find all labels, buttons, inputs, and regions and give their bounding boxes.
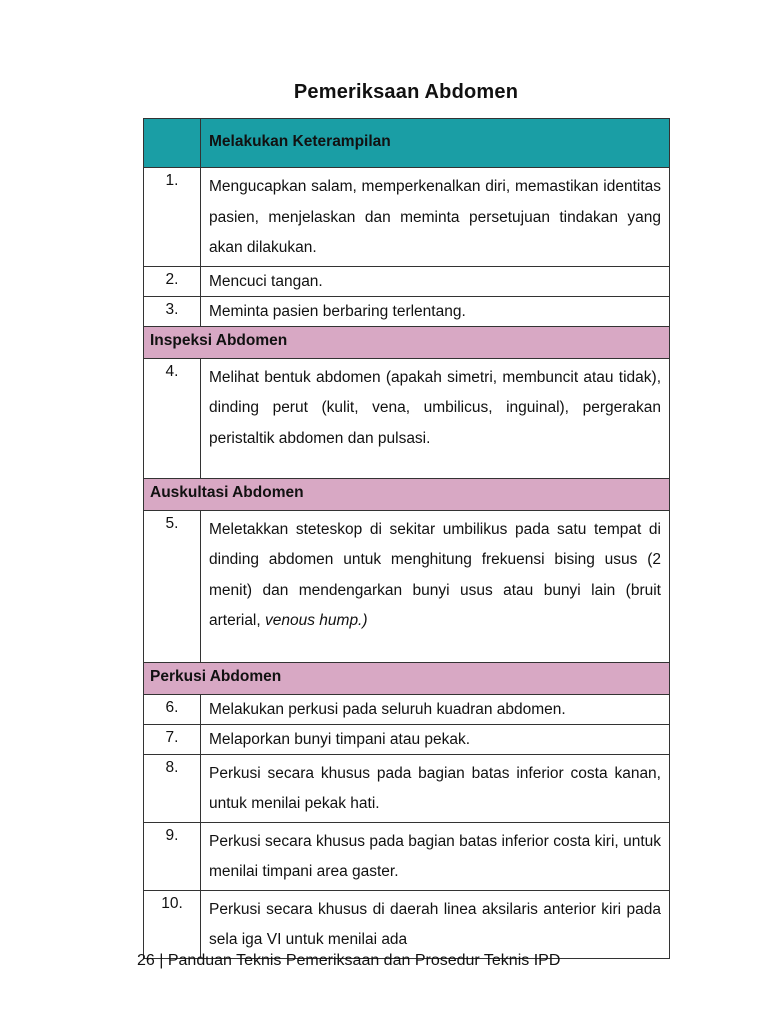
step-number: 1. [144, 168, 201, 267]
table-header-row [144, 119, 670, 168]
step-text: Meminta pasien berbaring terlentang. [209, 302, 466, 320]
table-row [144, 358, 670, 478]
step-description [201, 168, 670, 267]
section-header-row [144, 478, 670, 510]
step-number: 6. [144, 694, 201, 724]
step-text: Perkusi secara khusus di daerah linea aksilaris anterior kiri pada sela iga VI untuk menilai ada [209, 900, 661, 948]
table-row [144, 890, 670, 958]
step-description [201, 724, 670, 754]
step-text: Perkusi secara khusus pada bagian batas inferior costa kiri, untuk menilai timpani area gaster. [209, 832, 661, 880]
step-text: Melaporkan bunyi timpani atau pekak. [209, 730, 471, 748]
step-text: Perkusi secara khusus pada bagian batas inferior costa kanan, untuk menilai pekak hati. [209, 764, 661, 812]
header-number-cell [144, 119, 201, 168]
step-description [201, 358, 670, 478]
step-text: Mencuci tangan. [209, 272, 323, 290]
section-title: Perkusi Abdomen [144, 662, 670, 694]
step-description [201, 754, 670, 822]
step-number: 7. [144, 724, 201, 754]
step-text: Melihat bentuk abdomen (apakah simetri, membuncit atau tidak), dinding perut (kulit, vena, umbilicus, inguinal), pergerakan peristaltik abdomen dan pulsasi. [209, 368, 661, 447]
step-number: 8. [144, 754, 201, 822]
step-text: Melakukan perkusi pada seluruh kuadran abdomen. [209, 700, 566, 718]
section-title: Auskultasi Abdomen [144, 478, 670, 510]
step-text: Meletakkan steteskop di sekitar umbilikus pada satu tempat di dinding abdomen untuk menghitung frekuensi bising usus (2 menit) dan mendengarkan bunyi usus atau bunyi lain (bruit arterial, [209, 520, 661, 629]
step-number: 10. [144, 890, 201, 958]
table-row [144, 754, 670, 822]
section-title: Inspeksi Abdomen [144, 326, 670, 358]
step-text-italic: venous hump.) [265, 612, 368, 629]
page-title: Pemeriksaan Abdomen [293, 81, 519, 103]
section-header-row [144, 662, 670, 694]
step-number: 9. [144, 822, 201, 890]
step-text: Mengucapkan salam, memperkenalkan diri, memastikan identitas pasien, menjelaskan dan meminta persetujuan tindakan yang akan dilakukan. [209, 178, 661, 256]
step-number: 4. [144, 358, 201, 478]
step-description [201, 296, 670, 326]
step-number: 3. [144, 296, 201, 326]
table-row [144, 822, 670, 890]
header-title-cell: Melakukan Keterampilan [201, 119, 670, 168]
page-footer: 26 | Panduan Teknis Pemeriksaan dan Prosedur Teknis IPD [137, 952, 561, 969]
table-row [144, 724, 670, 754]
section-header-row [144, 326, 670, 358]
table-row [144, 510, 670, 662]
table-row [144, 266, 670, 296]
table-row [144, 694, 670, 724]
step-description [201, 510, 670, 662]
table-row [144, 168, 670, 267]
step-number: 2. [144, 266, 201, 296]
procedure-table [143, 118, 670, 959]
step-number: 5. [144, 510, 201, 662]
step-description [201, 266, 670, 296]
step-description [201, 890, 670, 958]
step-description [201, 694, 670, 724]
step-description [201, 822, 670, 890]
table-row [144, 296, 670, 326]
